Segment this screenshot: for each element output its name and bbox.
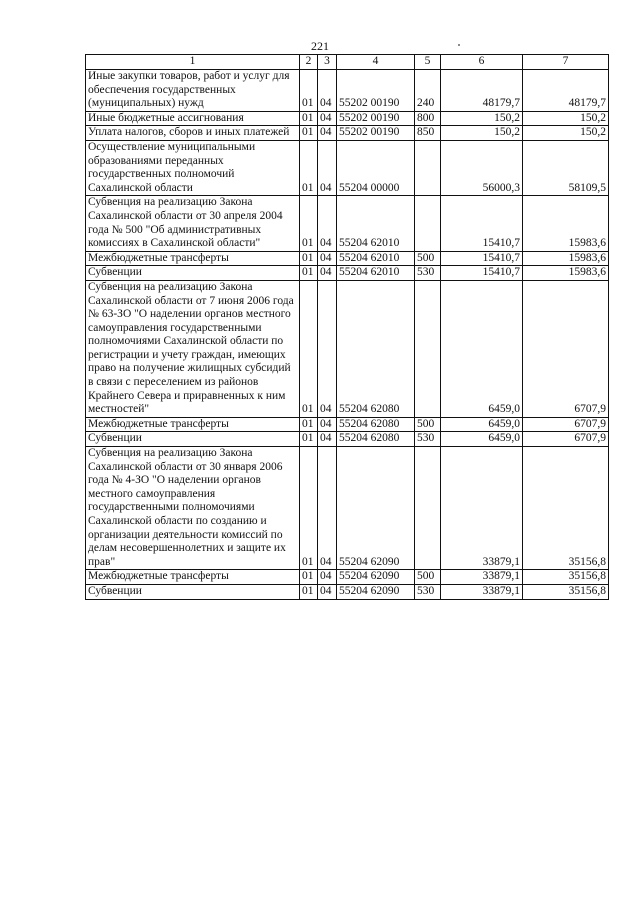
table-row bbox=[86, 70, 609, 112]
row-amount-col6: 6459,0 bbox=[441, 417, 523, 432]
row-subsection: 04 bbox=[318, 447, 337, 570]
row-target-code: 55202 00190 bbox=[337, 126, 415, 141]
row-amount-col7: 6707,9 bbox=[523, 432, 609, 447]
row-target-code: 55202 00190 bbox=[337, 111, 415, 126]
row-subsection: 04 bbox=[318, 432, 337, 447]
header-cell-3: 3 bbox=[318, 55, 337, 70]
row-section: 01 bbox=[300, 432, 318, 447]
header-cell-6: 6 bbox=[441, 55, 523, 70]
row-description: Межбюджетные трансферты bbox=[86, 251, 300, 266]
row-amount-col6: 56000,3 bbox=[441, 140, 523, 195]
row-target-code: 55204 62090 bbox=[337, 570, 415, 585]
row-expense-type: 800 bbox=[415, 111, 441, 126]
row-subsection: 04 bbox=[318, 417, 337, 432]
page-number: 221 bbox=[311, 39, 329, 53]
row-description: Субвенции bbox=[86, 584, 300, 599]
row-subsection: 04 bbox=[318, 266, 337, 281]
row-subsection: 04 bbox=[318, 140, 337, 195]
row-description: Иные закупки товаров, работ и услуг для обеспечения государственных (муниципальных) нужд bbox=[86, 70, 300, 112]
row-expense-type: 240 bbox=[415, 70, 441, 112]
row-section: 01 bbox=[300, 196, 318, 251]
row-amount-col7: 150,2 bbox=[523, 126, 609, 141]
table-row bbox=[86, 432, 609, 447]
table-row bbox=[86, 570, 609, 585]
row-target-code: 55204 00000 bbox=[337, 140, 415, 195]
table-row bbox=[86, 196, 609, 251]
row-section: 01 bbox=[300, 570, 318, 585]
row-expense-type: 500 bbox=[415, 570, 441, 585]
row-amount-col6: 15410,7 bbox=[441, 196, 523, 251]
row-expense-type: 530 bbox=[415, 266, 441, 281]
header-cell-7: 7 bbox=[523, 55, 609, 70]
row-subsection: 04 bbox=[318, 251, 337, 266]
row-subsection: 04 bbox=[318, 111, 337, 126]
row-section: 01 bbox=[300, 266, 318, 281]
row-description: Субвенции bbox=[86, 432, 300, 447]
row-amount-col6: 33879,1 bbox=[441, 584, 523, 599]
row-expense-type: 850 bbox=[415, 126, 441, 141]
row-amount-col6: 48179,7 bbox=[441, 70, 523, 112]
row-description: Субвенция на реализацию Закона Сахалинской области от 7 июня 2006 года № 63-ЗО "О наделении органов местного самоуправления государственными полномочиями Сахалинской области по регистрации и учету граждан, имеющих право на получение жилищных субсидий в связи с переселением из районов Крайнего Севера и приравненных к ним местностей" bbox=[86, 280, 300, 417]
row-amount-col7: 6707,9 bbox=[523, 280, 609, 417]
row-amount-col7: 15983,6 bbox=[523, 251, 609, 266]
row-amount-col7: 35156,8 bbox=[523, 584, 609, 599]
row-subsection: 04 bbox=[318, 196, 337, 251]
row-section: 01 bbox=[300, 70, 318, 112]
row-expense-type bbox=[415, 196, 441, 251]
row-section: 01 bbox=[300, 447, 318, 570]
row-target-code: 55204 62010 bbox=[337, 251, 415, 266]
table-row bbox=[86, 111, 609, 126]
row-amount-col7: 15983,6 bbox=[523, 266, 609, 281]
row-amount-col7: 35156,8 bbox=[523, 570, 609, 585]
row-amount-col6: 15410,7 bbox=[441, 266, 523, 281]
row-target-code: 55204 62080 bbox=[337, 417, 415, 432]
header-cell-4: 4 bbox=[337, 55, 415, 70]
row-subsection: 04 bbox=[318, 570, 337, 585]
row-amount-col6: 6459,0 bbox=[441, 432, 523, 447]
row-description: Субвенция на реализацию Закона Сахалинской области от 30 апреля 2004 года № 500 "Об административных комиссиях в Сахалинской области" bbox=[86, 196, 300, 251]
table-row bbox=[86, 584, 609, 599]
table-row bbox=[86, 280, 609, 417]
row-section: 01 bbox=[300, 417, 318, 432]
row-target-code: 55204 62010 bbox=[337, 196, 415, 251]
row-amount-col7: 58109,5 bbox=[523, 140, 609, 195]
row-target-code: 55202 00190 bbox=[337, 70, 415, 112]
header-row bbox=[86, 55, 609, 70]
row-section: 01 bbox=[300, 280, 318, 417]
row-section: 01 bbox=[300, 140, 318, 195]
table-row bbox=[86, 417, 609, 432]
row-amount-col6: 33879,1 bbox=[441, 447, 523, 570]
header-cell-5: 5 bbox=[415, 55, 441, 70]
row-expense-type bbox=[415, 140, 441, 195]
table-row bbox=[86, 140, 609, 195]
row-section: 01 bbox=[300, 584, 318, 599]
row-description: Субвенция на реализацию Закона Сахалинской области от 30 января 2006 года № 4-ЗО "О наделении органов местного самоуправления государственными полномочиями Сахалинской области по созданию и организации деятельности комиссий по делам несовершеннолетних и защите их прав" bbox=[86, 447, 300, 570]
row-description: Иные бюджетные ассигнования bbox=[86, 111, 300, 126]
table-row bbox=[86, 447, 609, 570]
row-amount-col7: 48179,7 bbox=[523, 70, 609, 112]
header-cell-1: 1 bbox=[86, 55, 300, 70]
row-description: Межбюджетные трансферты bbox=[86, 570, 300, 585]
row-expense-type: 530 bbox=[415, 432, 441, 447]
row-section: 01 bbox=[300, 111, 318, 126]
row-expense-type: 530 bbox=[415, 584, 441, 599]
row-amount-col7: 35156,8 bbox=[523, 447, 609, 570]
row-expense-type: 500 bbox=[415, 417, 441, 432]
table-row bbox=[86, 266, 609, 281]
row-subsection: 04 bbox=[318, 280, 337, 417]
row-target-code: 55204 62080 bbox=[337, 280, 415, 417]
row-amount-col6: 150,2 bbox=[441, 111, 523, 126]
row-amount-col6: 33879,1 bbox=[441, 570, 523, 585]
row-amount-col6: 150,2 bbox=[441, 126, 523, 141]
row-amount-col6: 15410,7 bbox=[441, 251, 523, 266]
row-description: Уплата налогов, сборов и иных платежей bbox=[86, 126, 300, 141]
row-description: Субвенции bbox=[86, 266, 300, 281]
table-row bbox=[86, 251, 609, 266]
row-amount-col7: 150,2 bbox=[523, 111, 609, 126]
row-description: Межбюджетные трансферты bbox=[86, 417, 300, 432]
budget-table bbox=[85, 54, 609, 600]
row-section: 01 bbox=[300, 126, 318, 141]
row-expense-type: 500 bbox=[415, 251, 441, 266]
row-target-code: 55204 62090 bbox=[337, 447, 415, 570]
row-amount-col7: 6707,9 bbox=[523, 417, 609, 432]
row-section: 01 bbox=[300, 251, 318, 266]
table-row bbox=[86, 126, 609, 141]
row-subsection: 04 bbox=[318, 584, 337, 599]
row-target-code: 55204 62090 bbox=[337, 584, 415, 599]
row-expense-type bbox=[415, 280, 441, 417]
row-target-code: 55204 62010 bbox=[337, 266, 415, 281]
scan-speck bbox=[458, 44, 460, 46]
row-expense-type bbox=[415, 447, 441, 570]
row-target-code: 55204 62080 bbox=[337, 432, 415, 447]
row-amount-col6: 6459,0 bbox=[441, 280, 523, 417]
header-cell-2: 2 bbox=[300, 55, 318, 70]
row-description: Осуществление муниципальными образованиями переданных государственных полномочий Сахалинской области bbox=[86, 140, 300, 195]
row-amount-col7: 15983,6 bbox=[523, 196, 609, 251]
row-subsection: 04 bbox=[318, 126, 337, 141]
row-subsection: 04 bbox=[318, 70, 337, 112]
